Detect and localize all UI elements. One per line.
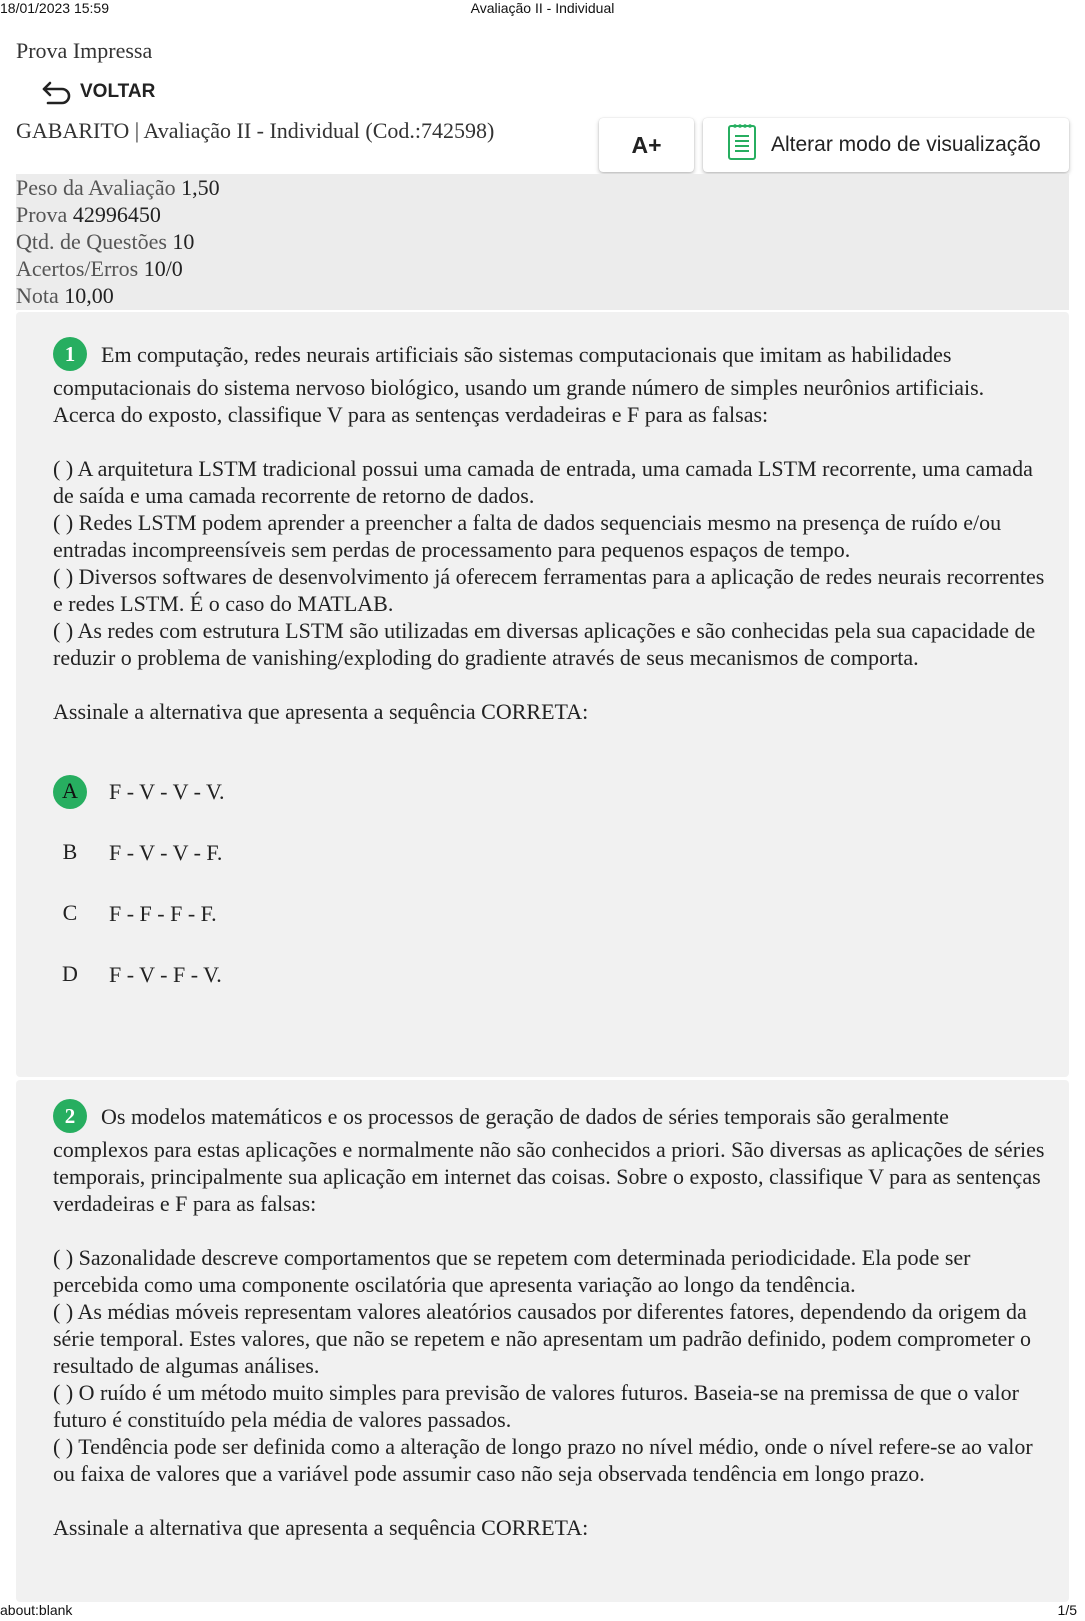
statement-item: ( ) Sazonalidade descreve comportamentos que se repetem com determinada periodicidade. Ela pode ser percebida como uma componente oscilatória que apresenta variação ao longo da tendência. <box>53 1245 971 1297</box>
page-heading: Prova Impressa <box>16 38 153 63</box>
statement-item: ( ) A arquitetura LSTM tradicional possui uma camada de entrada, uma camada LSTM recorrente, uma camada de saída e uma camada recorrente de retorno de dados. <box>53 456 1033 508</box>
font-size-label: A+ <box>631 131 662 158</box>
option-text: F - F - F - F. <box>109 901 217 926</box>
print-title: Avaliação II - Individual <box>470 0 615 16</box>
option-text: F - V - V - F. <box>109 840 223 865</box>
summary-question-count: Qtd. de Questões 10 <box>16 229 195 254</box>
print-footer <box>0 1602 1085 1621</box>
question-number-badge: 2 <box>53 1099 87 1133</box>
option-letter-correct: A <box>53 775 87 809</box>
exam-summary <box>16 174 1069 310</box>
answer-option[interactable] <box>53 835 222 871</box>
statement-item: ( ) Diversos softwares de desenvolvimento já oferecem ferramentas para a aplicação de redes neurais recorrentes e redes LSTM. É o caso do MATLAB. <box>53 564 1045 616</box>
answer-option[interactable] <box>53 896 217 932</box>
question-body <box>53 1102 1049 1541</box>
option-letter: D <box>62 961 78 986</box>
font-size-button[interactable] <box>599 118 694 172</box>
statement-item: ( ) As médias móveis representam valores aleatórios causados por diferentes fatores, dependendo da origem da série temporal. Estes valores, que não se repetem e não apresentam um padrão definido, podem comprometer o resultado de algumas análises. <box>53 1299 1032 1378</box>
summary-weight: Peso da Avaliação 1,50 <box>16 175 220 200</box>
return-arrow-icon <box>40 79 72 105</box>
print-date: 18/01/2023 15:59 <box>0 0 109 16</box>
back-button[interactable] <box>40 78 155 106</box>
option-text: F - V - V - V. <box>109 779 225 804</box>
question-statement: 2 Os modelos matemáticos e os processos de geração de dados de séries temporais são geralmente complexos para estas aplicações e normalmente não são conhecidos a priori. São diversas as aplicações de séries temporais, principalmente sua aplicação em internet das coisas. Sobre o exposto, classifique V para as sentenças verdadeiras e F para as falsas: <box>53 1102 1049 1217</box>
question-number-badge: 1 <box>53 337 87 371</box>
statement-item: ( ) Redes LSTM podem aprender a preencher a falta de dados sequenciais mesmo na presença de ruído e/ou entradas incompreensíveis sem perdas de processamento para pequenos espaços de tempo. <box>53 510 1002 562</box>
question-statement: 1 Em computação, redes neurais artificiais são sistemas computacionais que imitam as habilidades computacionais do sistema nervoso biológico, usando um grande número de simples neurônios artificiais. Acerca do exposto, classifique V para as sentenças verdadeiras e F para as falsas: <box>53 340 1049 428</box>
statement-item: ( ) As redes com estrutura LSTM são utilizadas em diversas aplicações e são conhecidas pela sua capacidade de reduzir o problema de vanishing/exploding do gradiente através de seus mecanismos de comporta. <box>53 618 1036 670</box>
summary-exam-id: Prova 42996450 <box>16 202 161 227</box>
statement-item: ( ) Tendência pode ser definida como a alteração de longo prazo no nível médio, onde o nível refere-se ao valor ou faixa de valores que a variável pode assumir caso não seja observada tendência em longo prazo. <box>53 1434 1033 1486</box>
summary-correct-wrong: Acertos/Erros 10/0 <box>16 256 183 281</box>
statement-item: ( ) O ruído é um método muito simples para previsão de valores futuros. Baseia-se na premissa de que o valor futuro é constituído pela média de valores passados. <box>53 1380 1019 1432</box>
question-prompt: Assinale a alternativa que apresenta a sequência CORRETA: <box>53 1515 589 1540</box>
print-page-number: 1/5 <box>1057 1602 1077 1618</box>
question-card <box>16 312 1069 1077</box>
question-prompt: Assinale a alternativa que apresenta a sequência CORRETA: <box>53 699 589 724</box>
print-url: about:blank <box>0 1602 73 1618</box>
question-body <box>53 340 1049 725</box>
view-mode-button[interactable] <box>703 118 1069 172</box>
answer-option[interactable] <box>53 957 222 993</box>
answer-option[interactable] <box>53 774 225 810</box>
option-letter: B <box>62 839 78 864</box>
back-label: VOLTAR <box>80 81 156 102</box>
option-letter: C <box>62 900 78 925</box>
question-card <box>16 1080 1069 1602</box>
document-icon <box>727 123 757 167</box>
summary-grade: Nota 10,00 <box>16 283 114 308</box>
print-header <box>0 0 1085 18</box>
exam-title: GABARITO | Avaliação II - Individual (Cod.:742598) <box>16 118 495 143</box>
view-mode-label: Alterar modo de visualização <box>771 133 1041 156</box>
option-text: F - V - F - V. <box>109 962 222 987</box>
